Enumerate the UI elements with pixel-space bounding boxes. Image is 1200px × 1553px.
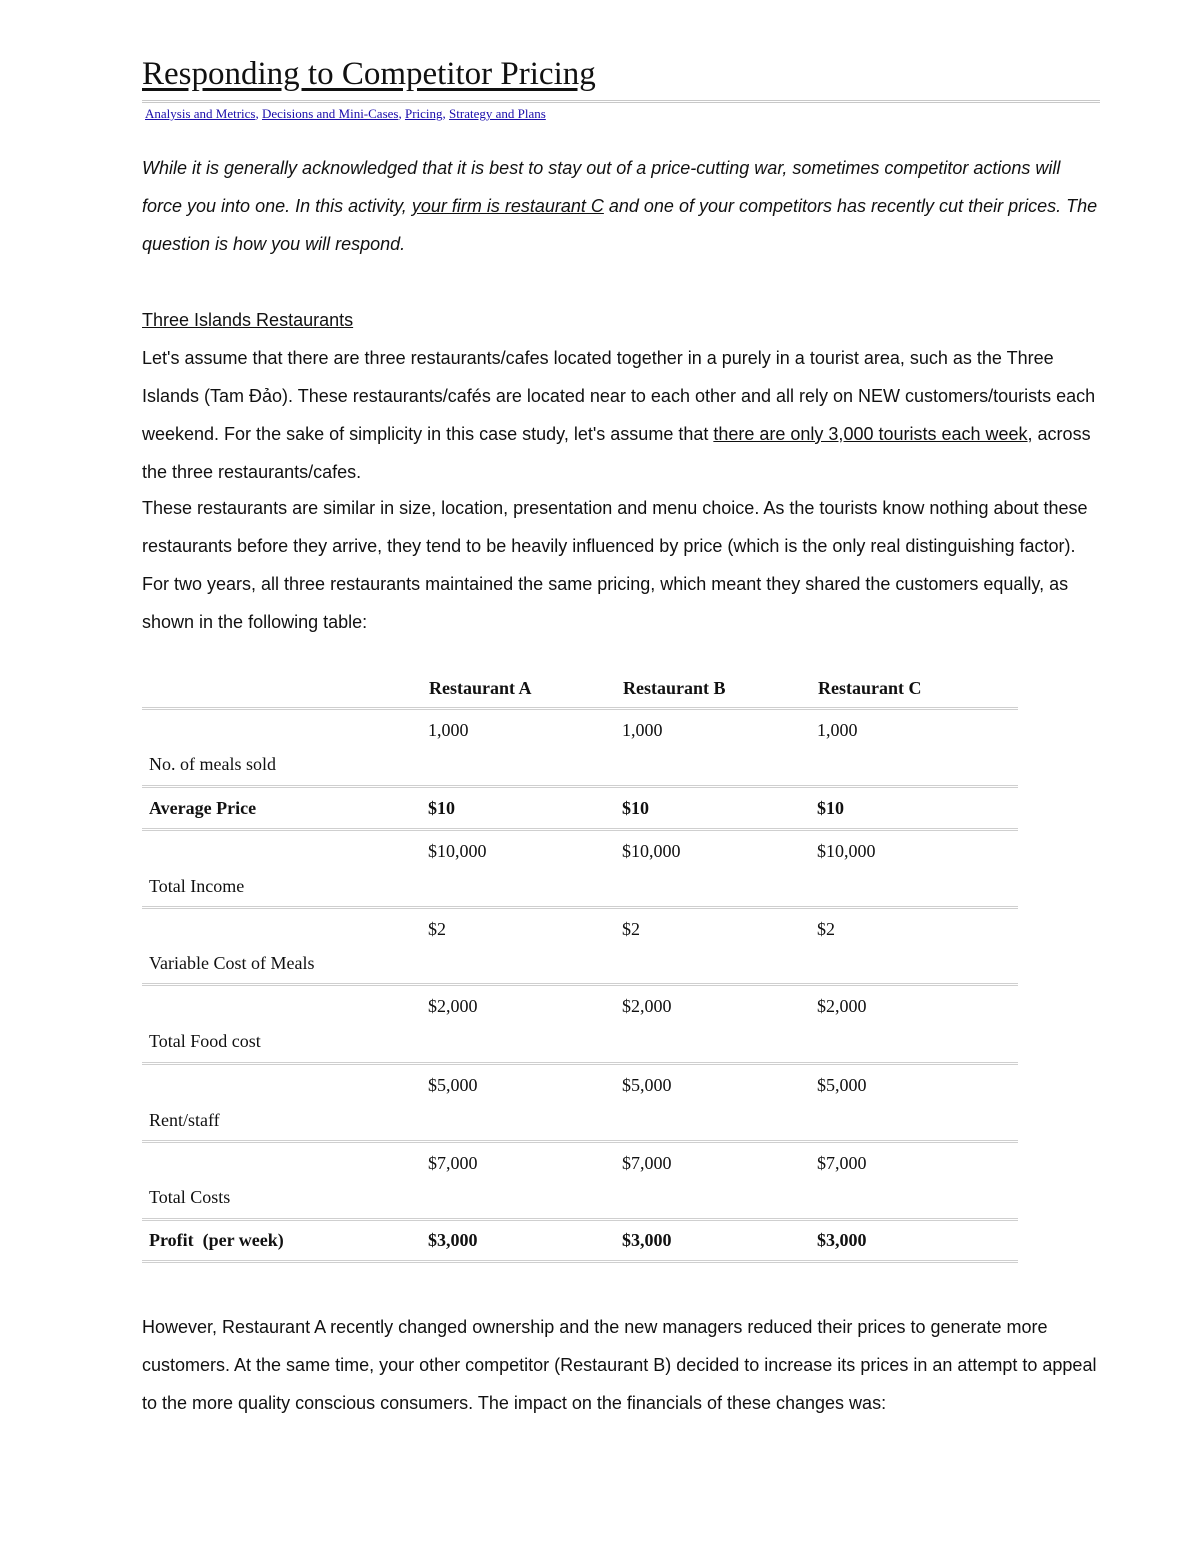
table-cell: $3,000: [622, 1230, 672, 1250]
table-cell: $10: [817, 798, 844, 818]
paragraph-1: [142, 339, 1102, 491]
category-link-pricing[interactable]: Pricing: [404, 106, 443, 121]
title-divider: [142, 100, 1100, 103]
table-rule: [142, 707, 1018, 710]
intro-text-2: and one of your competitors has recently cut their prices. The question is how you will respond.: [142, 196, 1098, 254]
paragraph-1-text-2: , across the three restaurants/cafes.: [142, 424, 1091, 482]
table-cell: $10,000: [622, 841, 681, 861]
table-cell: $2: [622, 919, 640, 939]
table-cell: $7,000: [817, 1153, 867, 1173]
table-row-label: Rent/staff: [149, 1110, 220, 1130]
table-row-label: No. of meals sold: [149, 754, 276, 774]
table-cell: $3,000: [817, 1230, 867, 1250]
table-row-label: Profit (per week): [149, 1230, 284, 1250]
table-cell: $2,000: [428, 996, 478, 1016]
page-title: Responding to Competitor Pricing: [142, 56, 596, 92]
table-rule: [142, 785, 1018, 788]
paragraph-1-text-1: Let's assume that there are three restaurants/cafes located together in a purely in a tourist area, such as the Three Islands (Tam Đảo). These restaurants/cafés are located near to each other and all rely on NEW customers/tourists each weekend. For the sake of simplicity in this case study, let's assume that: [142, 348, 1096, 444]
category-links: Analysis and Metrics, Decisions and Mini-Cases, Pricing, Strategy and Plans: [145, 106, 546, 121]
category-link-analysis-metrics[interactable]: Analysis and Metrics: [145, 106, 256, 121]
table-rule: [142, 983, 1018, 986]
table-row-label: Total Income: [149, 876, 245, 896]
table-cell: $10,000: [817, 841, 876, 861]
intro-emphasis: your firm is restaurant C: [411, 196, 604, 216]
table-cell: $7,000: [428, 1153, 478, 1173]
table-cell: 1,000: [622, 720, 663, 740]
paragraph-2: These restaurants are similar in size, location, presentation and menu choice. As the tourists know nothing about these restaurants before they arrive, they tend to be heavily influenced by price (which is the only real distinguishing factor). For two years, all three restaurants maintained the same pricing, which meant they shared the customers equally, as shown in the following table:: [142, 498, 1088, 632]
paragraph-3: However, Restaurant A recently changed ownership and the new managers reduced their prices to generate more customers. At the same time, your other competitor (Restaurant B) decided to increase its prices in an attempt to appeal to the more quality conscious consumers. The impact on the financials of these changes was:: [142, 1317, 1097, 1413]
table-cell: $2,000: [817, 996, 867, 1016]
table-row-label: Total Costs: [149, 1187, 231, 1207]
table-cell: $2: [428, 919, 446, 939]
table-cell: $2: [817, 919, 835, 939]
category-link-strategy-plans[interactable]: Strategy and Plans: [449, 106, 546, 121]
table-cell: $10,000: [428, 841, 487, 861]
table-rule: [142, 1260, 1018, 1263]
table-header-restaurant-b: Restaurant B: [623, 678, 726, 698]
table-rule: [142, 906, 1018, 909]
table-row-label: Average Price: [149, 798, 257, 818]
table-cell: $7,000: [622, 1153, 672, 1173]
category-link-decisions-mini-cases[interactable]: Decisions and Mini-Cases: [261, 106, 399, 121]
table-cell: $2,000: [622, 996, 672, 1016]
table-rule: [142, 828, 1018, 831]
section-heading: Three Islands Restaurants: [142, 310, 354, 330]
table-cell: $10: [622, 798, 649, 818]
paragraph-1-emphasis: there are only 3,000 tourists each week: [713, 424, 1028, 444]
table-rule: [142, 1062, 1018, 1065]
table-cell: $5,000: [817, 1075, 867, 1095]
intro-paragraph: [142, 149, 1102, 263]
table-header-restaurant-a: Restaurant A: [429, 678, 532, 698]
table-cell: $5,000: [428, 1075, 478, 1095]
table-cell: 1,000: [428, 720, 469, 740]
table-rule: [142, 1218, 1018, 1221]
intro-text-1: While it is generally acknowledged that it is best to stay out of a price-cutting war, sometimes competitor actions will force you into one. In this activity,: [142, 158, 1061, 216]
table-row-label: Total Food cost: [149, 1031, 261, 1051]
table-header-restaurant-c: Restaurant C: [818, 678, 922, 698]
table-row-label: Variable Cost of Meals: [149, 953, 315, 973]
table-rule: [142, 1140, 1018, 1143]
table-cell: $5,000: [622, 1075, 672, 1095]
table-cell: $10: [428, 798, 455, 818]
table-cell: $3,000: [428, 1230, 478, 1250]
table-cell: 1,000: [817, 720, 858, 740]
